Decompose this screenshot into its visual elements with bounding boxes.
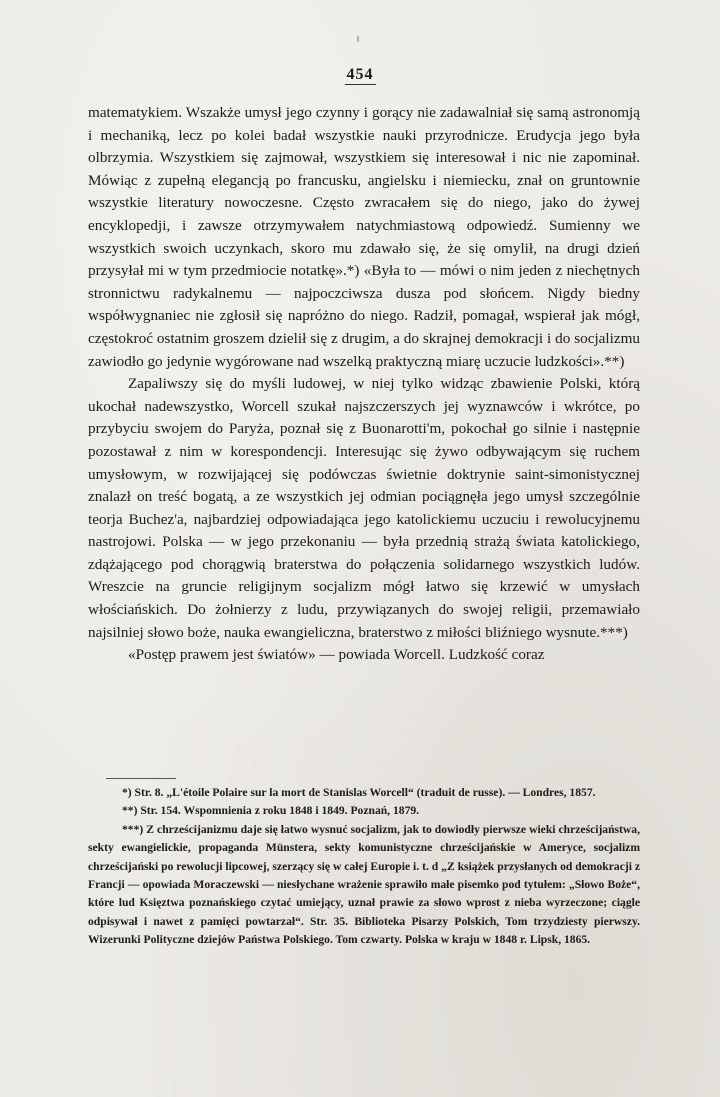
page-number-text: 454 [346, 66, 374, 83]
paragraph: «Postęp prawem jest światów» — powiada Worcell. Ludzkość coraz [128, 646, 545, 664]
paragraph: matematykiem. Wszakże umysł jego czynny i gorący nie zadawalniał się samą astronomją i mechaniką, lecz po kolei badał wszystkie nauki przyrodnicze. Erudycja jego była olbrzymia. Wszystkiem się zajmował, wszystkiem się interesował i nic nie zapominał. Mówiąc z zupełną elegancją po francusku, angielsku i niemiecku, znał on gruntownie wszystkie literatury nowoczesne. Często zwracałem się do niego, jako do żywej encyklopedji, i zawsze otrzymywałem natychmiastową odpowiedź. Sumienny we wszystkich swoich uczynkach, skoro mu zdawało się, że się omylił, na drugi dzień przysyłał mi w tym przedmiocie notatkę».*) «Była to — mówi o nim jeden z niechętnych stronnictwu radykalnemu — najpoczciwsza dusza pod słońcem. Nigdy biedny współwygnaniec nie zgłosił się napróżno do niego. Radził, pomagał, wspierał jak mógł, częstokroć ostatnim groszem dzielił się z drugim, a do skrajnej demokracji i do socjalizmu zawiodło go jedynie wygórowane nad wszelką praktyczną miarę uczucie ludzkości».**) [88, 104, 640, 370]
footnotes [88, 784, 640, 950]
footnote: *) Str. 8. „L'étoile Polaire sur la mort de Stanislas Worcell“ (traduit de russe). — Londres, 1857. [122, 786, 596, 799]
footnote: **) Str. 154. Wspomnienia z roku 1848 i 1849. Poznań, 1879. [122, 804, 420, 818]
scan-speck [357, 36, 359, 42]
footnote-divider [106, 778, 176, 779]
footnote: ***) Z chrześcijanizmu daje się łatwo wysnuć socjalizm, jak to dowiodły pierwsze wieki chrześcijaństwa, sekty ewangielickie, propaganda Münstera, sekty komunistyczne chrześcijańskie w Ameryce, socjalizm chrześcijański po rewolucji lipcowej, szerzący się w całej Europie i. t. d „Z książek przysłanych od demokracji z Francji — opowiada Moraczewski — niesłychane wrażenie sprawiło małe pisemko pod tytułem: „Słowo Boże“, które lud Księztwa poznańskiego czytać umiejący, uznał prawie za słowo wprost z nieba wyrzeczone; ciągle odpisywał i nawet z pamięci powtarzał“. Str. 35. Biblioteka Pisarzy Polskich, Tom trzydziesty pierwszy. Wizerunki Polityczne dziejów Państwa Polskiego. Tom czwarty. Polska w kraju w 1848 r. Lipsk, 1865. [88, 822, 640, 947]
main-text [88, 102, 640, 667]
paragraph: Zapaliwszy się do myśli ludowej, w niej tylko widząc zbawienie Polski, którą ukochał nadewszystko, Worcell szukał najszczerszych jej wyznawców i wkrótce, po przybyciu swojem do Paryża, poznał się z Buonarotti'm, pokochał go silnie i następnie pozostawał z nim w korespondencji. Interesując się żywo odbywającym się ruchem umysłowym, w rozwijającej się podówczas świetnie doktrynie saint-simonistycznej znalazł on treść bogatą, a ze wszystkich jej odmian pociągnęła jego umysł szczególnie teorja Buchez'a, najbardziej odpowiadająca jego katolickiemu uczuciu i rewolucyjnemu nastrojowi. Polska — w jego przekonaniu — była przednią strażą świata katolickiego, zdążającego pod chorągwią braterstwa do połączenia solidarnego wszystkich ludów. Wreszcie na gruncie religijnym socjalizm mógł łatwo się krzewić w umysłach włościańskich. Do żołnierzy z ludu, przywiązanych do swojej religii, przemawiało najsilniej słowo boże, nauka ewangieliczna, braterstwo z miłości bliźniego wysnute.***) [88, 375, 640, 641]
page-number [0, 66, 720, 84]
